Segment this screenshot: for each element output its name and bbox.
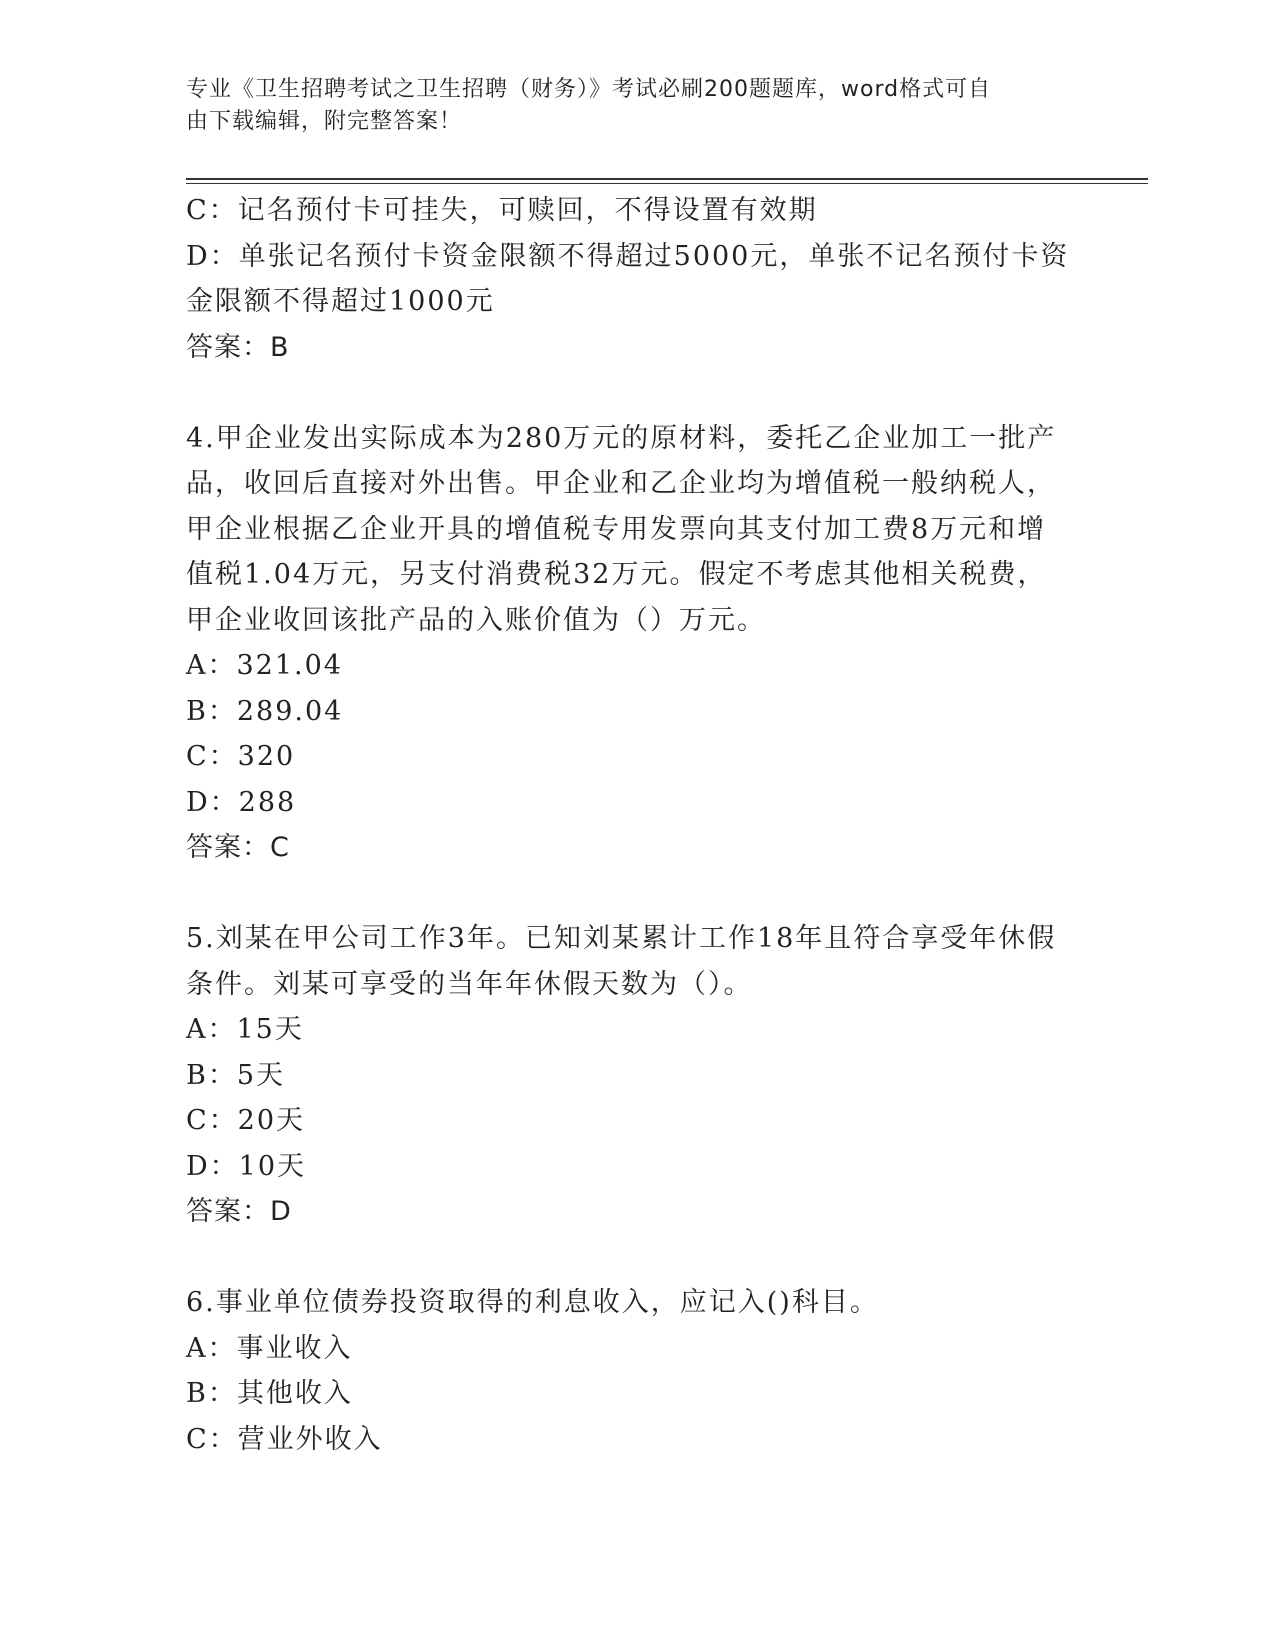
spacer xyxy=(186,871,1066,917)
answer: 答案：C xyxy=(186,832,290,863)
question-3-tail xyxy=(186,188,1070,370)
question-6 xyxy=(186,1280,1066,1462)
header-divider-thick xyxy=(186,178,1148,180)
option-d-line-2: 金限额不得超过1000元 xyxy=(186,286,495,317)
question-stem-line: 品，收回后直接对外出售。甲企业和乙企业均为增值税一般纳税人， xyxy=(186,468,1056,499)
option-b: B：其他收入 xyxy=(186,1378,353,1409)
header-line-1: 专业《卫生招聘考试之卫生招聘（财务）》考试必刷200题题库，word格式可自 xyxy=(186,77,992,102)
document-header xyxy=(186,74,1066,138)
question-5 xyxy=(186,916,1066,1235)
header-line-2: 由下载编辑，附完整答案！ xyxy=(186,109,463,134)
question-list xyxy=(186,188,1070,1462)
question-stem-line: 条件。刘某可享受的当年年休假天数为（）。 xyxy=(186,968,753,1000)
header-divider-thin xyxy=(186,183,1148,184)
option-c: C：记名预付卡可挂失，可赎回，不得设置有效期 xyxy=(186,195,818,226)
option-a: A：321.04 xyxy=(186,650,343,681)
option-c: C：320 xyxy=(186,741,296,772)
question-stem-line: 甲企业根据乙企业开具的增值税专用发票向其支付加工费8万元和增 xyxy=(186,513,1047,545)
option-d-line-1: D：单张记名预付卡资金限额不得超过5000元，单张不记名预付卡资 xyxy=(186,240,1070,272)
question-4 xyxy=(186,416,1066,871)
option-a: A：事业收入 xyxy=(186,1332,353,1364)
option-a: A：15天 xyxy=(186,1014,304,1045)
option-b: B：5天 xyxy=(186,1059,286,1091)
question-stem-line: 6.事业单位债券投资取得的利息收入，应记入()科目。 xyxy=(186,1287,879,1318)
answer: 答案：D xyxy=(186,1196,292,1227)
option-c: C：20天 xyxy=(186,1105,306,1136)
spacer xyxy=(186,1235,1066,1281)
question-stem-line: 5.刘某在甲公司工作3年。已知刘某累计工作18年且符合享受年休假 xyxy=(186,923,1057,954)
answer: 答案：B xyxy=(186,331,290,363)
question-stem-line: 4.甲企业发出实际成本为280万元的原材料，委托乙企业加工一批产 xyxy=(186,422,1057,454)
question-stem-line: 甲企业收回该批产品的入账价值为（）万元。 xyxy=(186,604,766,636)
option-b: B：289.04 xyxy=(186,695,344,727)
option-d: D：288 xyxy=(186,786,297,818)
spacer xyxy=(186,370,1066,416)
option-c: C：营业外收入 xyxy=(186,1423,383,1455)
option-d: D：10天 xyxy=(186,1150,307,1182)
question-stem-line: 值税1.04万元，另支付消费税32万元。假定不考虑其他相关税费， xyxy=(186,559,1047,590)
